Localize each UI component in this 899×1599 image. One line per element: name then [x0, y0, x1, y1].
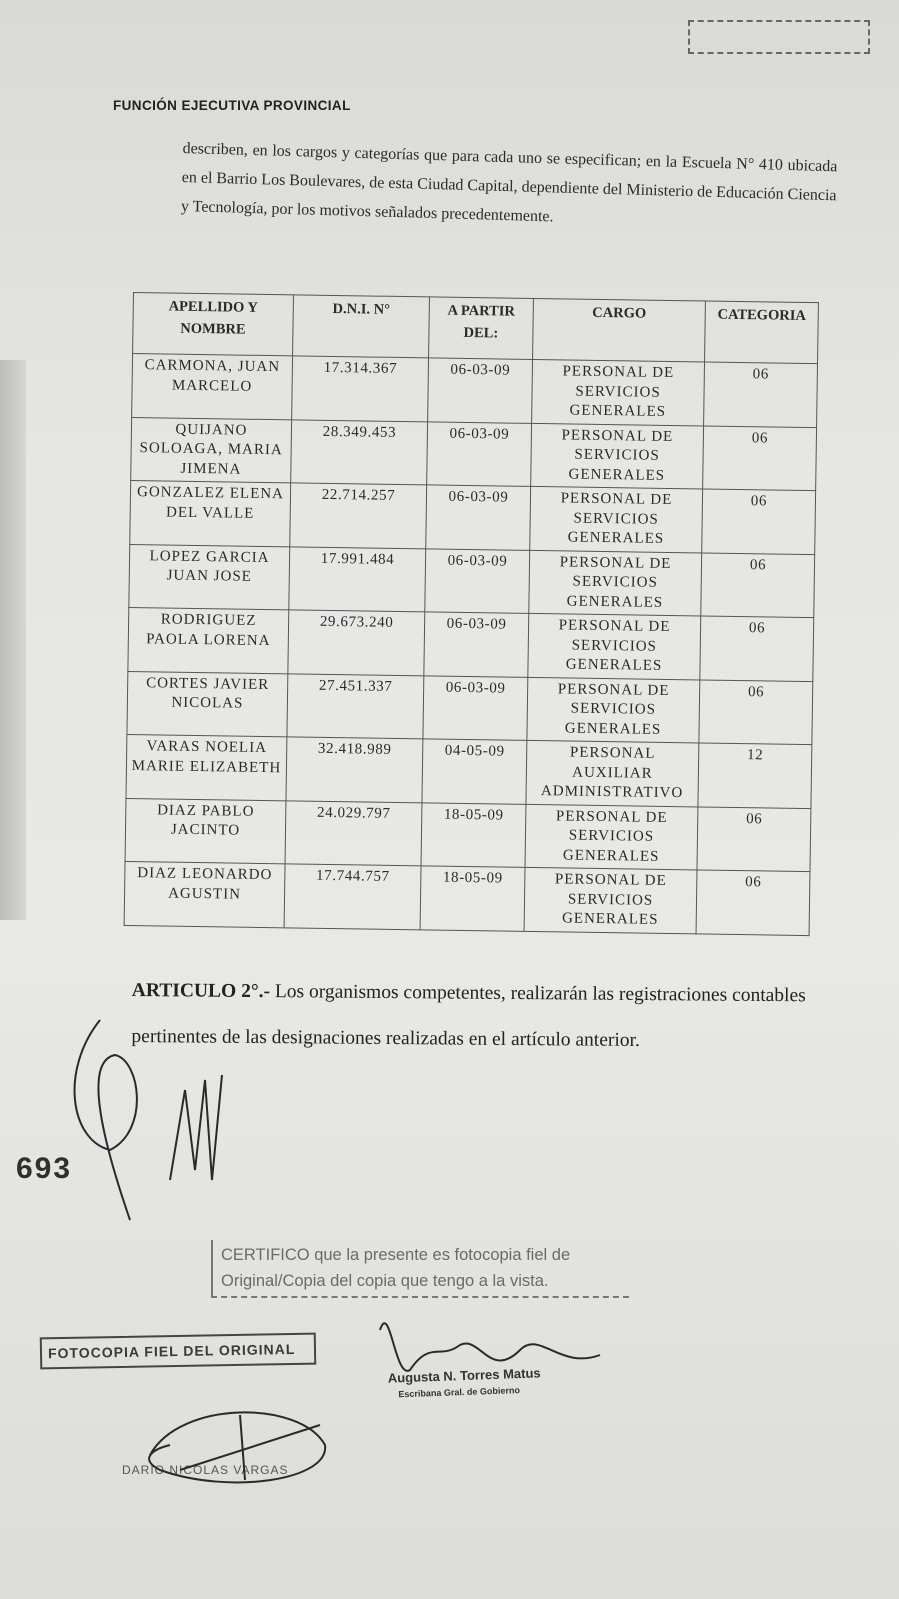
cell-from: 06-03-09 — [425, 548, 530, 613]
cell-name: VARAS NOELIA MARIE ELIZABETH — [126, 734, 287, 800]
article-2-label: ARTICULO 2°.- — [131, 979, 271, 1003]
cell-name: GONZALEZ ELENA DEL VALLE — [130, 480, 291, 546]
cell-name: RODRIGUEZ PAOLA LORENA — [128, 607, 289, 673]
cell-from: 06-03-09 — [423, 675, 528, 740]
header-from: A PARTIR DEL: — [429, 297, 534, 360]
cell-name: LOPEZ GARCIA JUAN JOSE — [129, 544, 290, 610]
signature-bottom-cross — [180, 1415, 320, 1480]
cell-dni: 32.418.989 — [286, 737, 423, 803]
cell-cargo: PERSONAL DE SERVICIOS GENERALES — [524, 867, 697, 933]
signatory-name: DARIO NICOLAS VARGAS — [122, 1463, 289, 1477]
notary-title: Escribana Gral. de Gobierno — [398, 1385, 521, 1400]
cell-cargo: PERSONAL DE SERVICIOS GENERALES — [529, 550, 702, 616]
cell-name: CARMONA, JUAN MARCELO — [132, 354, 293, 420]
cell-category: 06 — [701, 552, 815, 617]
cell-dni: 17.314.367 — [292, 356, 429, 422]
cell-from: 06-03-09 — [427, 421, 532, 486]
cell-dni: 27.451.337 — [287, 673, 424, 739]
cell-category: 06 — [697, 806, 811, 871]
article-2-text: Los organismos competentes, realizarán las registraciones contables pertinentes de las designaciones realizadas en el artículo anterior. — [131, 981, 806, 1051]
cell-from: 18-05-09 — [421, 802, 526, 867]
cell-name: DIAZ PABLO JACINTO — [125, 798, 286, 864]
cell-category: 06 — [699, 679, 813, 744]
signature-notary — [380, 1323, 600, 1371]
cell-from: 06-03-09 — [424, 612, 529, 677]
cell-from: 06-03-09 — [426, 485, 531, 550]
header-cargo: CARGO — [533, 298, 706, 362]
certification-line-1: CERTIFICO que la presente es fotocopia fiel de — [221, 1246, 571, 1264]
document-header: FUNCIÓN EJECUTIVA PROVINCIAL — [113, 98, 351, 113]
margin-number: 693 — [16, 1152, 73, 1185]
intro-paragraph: describen, en los cargos y categorías que para cada uno se especifican; en la Escuela N° 410 ubicada en el Barrio Los Boulevares, de esta Ciudad Capital, dependiente del Ministerio de Educación Ciencia y Tecnología, por los motivos señalados precedentemente. — [180, 139, 838, 226]
header-category: CATEGORIA — [705, 301, 819, 364]
cell-dni: 29.673.240 — [288, 610, 425, 676]
cell-cargo: PERSONAL DE SERVICIOS GENERALES — [530, 486, 703, 552]
cell-cargo: PERSONAL DE SERVICIOS GENERALES — [531, 423, 704, 489]
cell-name: DIAZ LEONARDO AGUSTIN — [124, 861, 285, 927]
cell-from: 18-05-09 — [420, 866, 525, 931]
notary-name: Augusta N. Torres Matus — [387, 1365, 541, 1386]
cell-category: 12 — [698, 743, 812, 808]
cell-name: QUIJANO SOLOAGA, MARIA JIMENA — [131, 417, 292, 483]
cell-dni: 17.744.757 — [284, 864, 421, 930]
cell-category: 06 — [700, 616, 814, 681]
cell-category: 06 — [702, 489, 816, 554]
cell-cargo: PERSONAL DE SERVICIOS GENERALES — [528, 613, 701, 679]
signature-left-scribble — [170, 1075, 222, 1180]
certification-line-2: Original/Copia del copia que tengo a la vista. — [221, 1272, 549, 1290]
cell-category: 06 — [703, 425, 817, 490]
cell-dni: 24.029.797 — [285, 800, 422, 866]
cell-cargo: PERSONAL DE SERVICIOS GENERALES — [527, 677, 700, 743]
header-dni: D.N.I. N° — [293, 295, 430, 358]
signature-left — [75, 1020, 137, 1220]
photocopy-stamp: FOTOCOPIA FIEL DEL ORIGINAL — [40, 1333, 317, 1370]
cell-cargo: PERSONAL DE SERVICIOS GENERALES — [532, 359, 705, 425]
cell-from: 06-03-09 — [428, 358, 533, 423]
cell-name: CORTES JAVIER NICOLAS — [127, 671, 288, 737]
cell-cargo: PERSONAL DE SERVICIOS GENERALES — [525, 804, 698, 870]
cell-category: 06 — [704, 362, 818, 427]
cell-dni: 22.714.257 — [290, 483, 427, 549]
cell-cargo: PERSONAL AUXILIAR ADMINISTRATIVO — [526, 740, 699, 806]
cell-dni: 28.349.453 — [291, 419, 428, 485]
header-name: APELLIDO Y NOMBRE — [133, 293, 294, 356]
cell-category: 06 — [696, 870, 810, 935]
signature-bottom-loop — [149, 1412, 325, 1482]
cell-from: 04-05-09 — [422, 739, 527, 804]
cell-dni: 17.991.484 — [289, 546, 426, 612]
